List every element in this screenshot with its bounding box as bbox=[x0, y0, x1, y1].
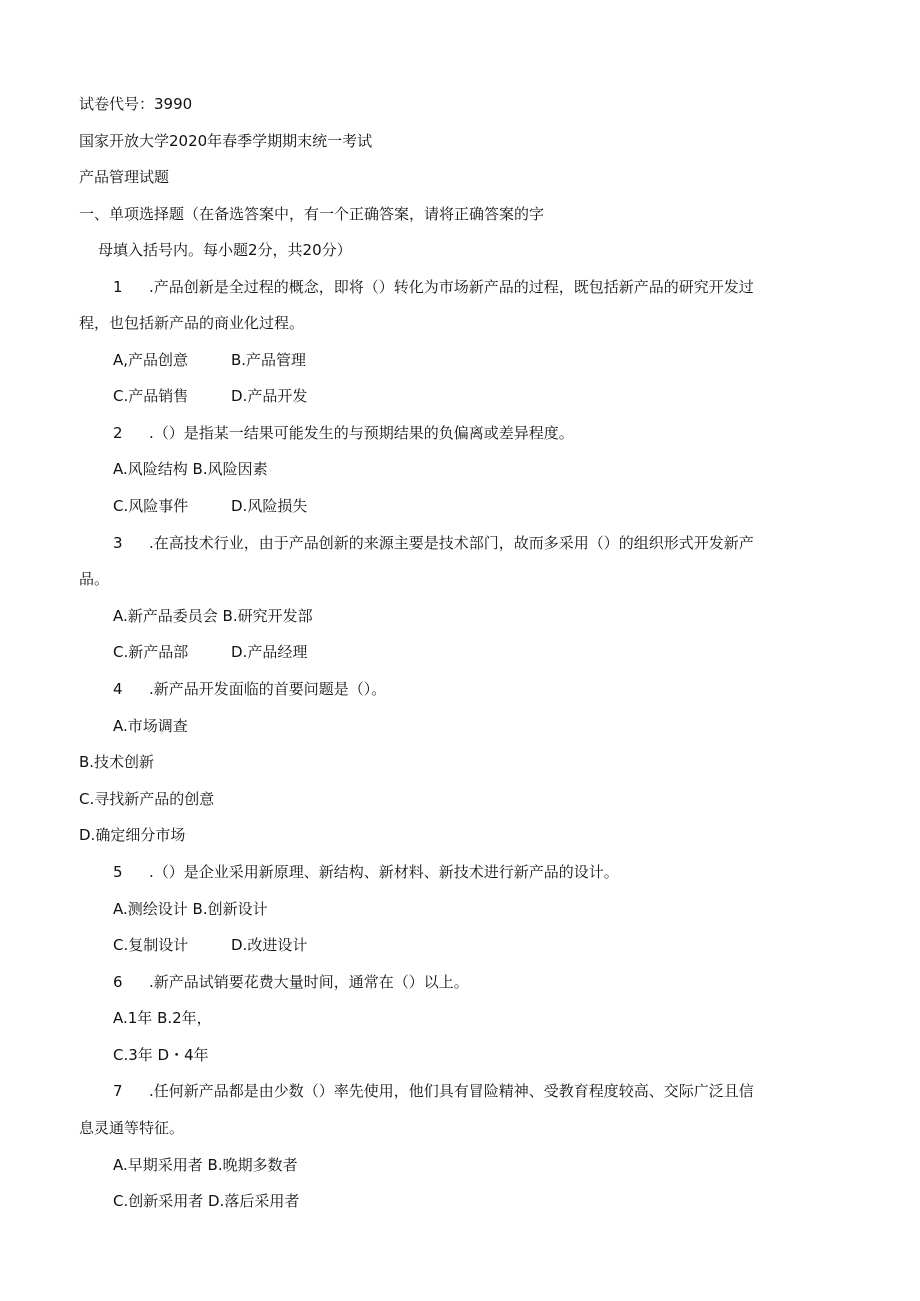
question-2-options-ab: A.风险结构 B.风险因素 bbox=[113, 460, 268, 478]
question-4-option-b: B.技术创新 bbox=[79, 753, 155, 771]
question-4-stem bbox=[113, 679, 386, 699]
question-number: 6 bbox=[113, 973, 123, 991]
question-6-options-cd: C.3年 D・4年 bbox=[113, 1046, 209, 1064]
question-text: .在高技术行业，由于产品创新的来源主要是技术部门，故而多采用（）的组织形式开发新产 bbox=[149, 534, 754, 552]
question-7-options-ab: A.早期采用者 B.晚期多数者 bbox=[113, 1156, 298, 1174]
question-3-stem bbox=[113, 533, 754, 553]
question-6-stem bbox=[113, 972, 469, 992]
question-5-option-c: C.复制设计 bbox=[113, 936, 189, 954]
question-1-option-d: D.产品开发 bbox=[231, 387, 308, 405]
paper-code: 试卷代号：3990 bbox=[79, 95, 193, 113]
question-text: .任何新产品都是由少数（）率先使用，他们具有冒险精神、受教育程度较高、交际广泛且信 bbox=[149, 1082, 754, 1100]
question-4-option-d: D.确定细分市场 bbox=[79, 826, 186, 844]
question-4-option-c: C.寻找新产品的创意 bbox=[79, 790, 215, 808]
question-5-stem bbox=[113, 862, 619, 882]
question-2-option-c: C.风险事件 bbox=[113, 497, 189, 515]
question-5-option-d: D.改进设计 bbox=[231, 936, 308, 954]
question-5-options-ab: A.测绘设计 B.创新设计 bbox=[113, 900, 268, 918]
question-2-stem bbox=[113, 423, 574, 443]
question-number: 1 bbox=[113, 278, 123, 296]
question-number: 3 bbox=[113, 534, 123, 552]
question-7-stem-cont: 息灵通等特征。 bbox=[79, 1119, 185, 1137]
exam-title: 国家开放大学2020年春季学期期末统一考试 bbox=[79, 132, 373, 150]
question-text: .（）是企业采用新原理、新结构、新材料、新技术进行新产品的设计。 bbox=[149, 863, 619, 881]
question-3-stem-cont: 品。 bbox=[79, 570, 110, 588]
question-text: .产品创新是全过程的概念，即将（）转化为市场新产品的过程，既包括新产品的研究开发过 bbox=[149, 278, 754, 296]
section-heading-line2: 母填入括号内。每小题2分，共20分） bbox=[98, 241, 352, 259]
question-7-options-cd: C.创新采用者 D.落后采用者 bbox=[113, 1192, 300, 1210]
question-number: 4 bbox=[113, 680, 123, 698]
question-1-stem-cont: 程，也包括新产品的商业化过程。 bbox=[79, 314, 305, 332]
question-4-option-a: A.市场调查 bbox=[113, 717, 188, 735]
question-2-option-d: D.风险损失 bbox=[231, 497, 308, 515]
question-text: .新产品开发面临的首要问题是（）。 bbox=[149, 680, 387, 698]
question-number: 2 bbox=[113, 424, 123, 442]
question-3-option-c: C.新产品部 bbox=[113, 643, 189, 661]
question-1-option-c: C.产品销售 bbox=[113, 387, 189, 405]
question-1-option-a: A,产品创意 bbox=[113, 351, 189, 369]
question-1-stem bbox=[113, 277, 754, 297]
question-1-option-b: B.产品管理 bbox=[231, 351, 307, 369]
question-number: 5 bbox=[113, 863, 123, 881]
question-text: .（）是指某一结果可能发生的与预期结果的负偏离或差异程度。 bbox=[149, 424, 574, 442]
section-heading-line1: 一、单项选择题（在备选答案中，有一个正确答案，请将正确答案的字 bbox=[79, 205, 545, 223]
question-3-option-d: D.产品经理 bbox=[231, 643, 308, 661]
question-6-options-ab: A.1年 B.2年， bbox=[113, 1009, 212, 1027]
question-text: .新产品试销要花费大量时间，通常在（）以上。 bbox=[149, 973, 469, 991]
subject-title: 产品管理试题 bbox=[79, 168, 170, 186]
question-3-options-ab: A.新产品委员会 B.研究开发部 bbox=[113, 607, 313, 625]
question-number: 7 bbox=[113, 1082, 123, 1100]
question-7-stem bbox=[113, 1081, 754, 1101]
